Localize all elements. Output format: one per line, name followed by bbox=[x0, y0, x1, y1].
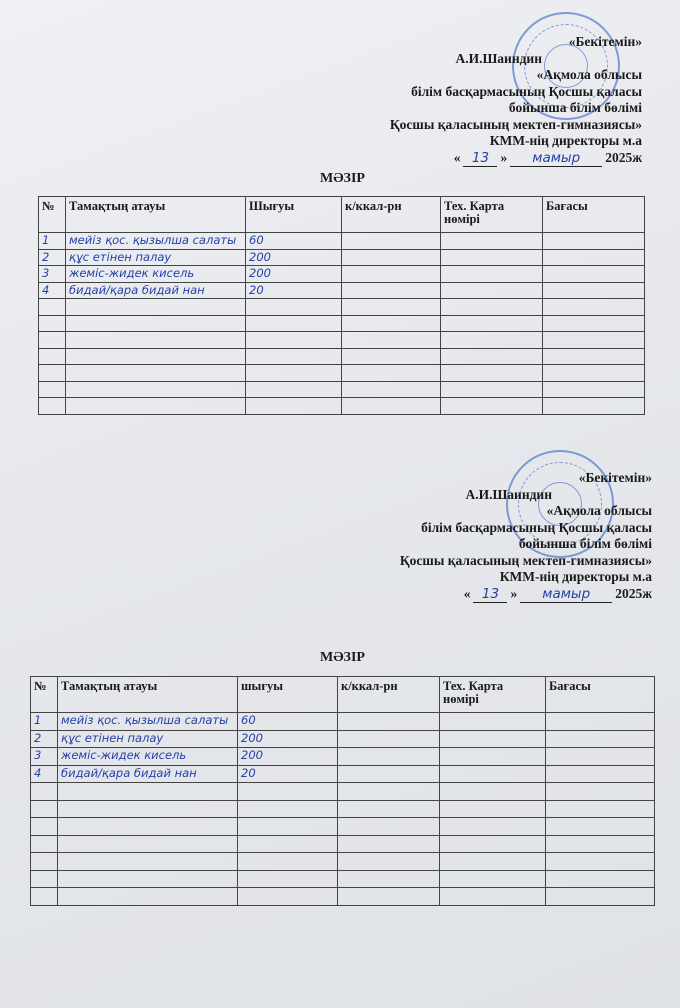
table-cell bbox=[441, 233, 543, 250]
table-cell bbox=[39, 381, 66, 398]
table-row bbox=[31, 783, 655, 801]
table-cell bbox=[546, 835, 655, 853]
table-row bbox=[39, 381, 645, 398]
menu-document-2 bbox=[0, 440, 680, 1008]
column-header: Тамақтың атауы bbox=[58, 677, 238, 713]
table-cell: 2 bbox=[39, 249, 66, 266]
table-cell: жеміс-жидек кисель bbox=[66, 266, 246, 283]
table-cell bbox=[66, 398, 246, 415]
column-header: № bbox=[31, 677, 58, 713]
table-cell bbox=[338, 748, 440, 766]
date-year: 2025ж bbox=[605, 149, 642, 165]
table-cell bbox=[342, 299, 441, 316]
table-cell bbox=[342, 282, 441, 299]
table-cell bbox=[440, 730, 546, 748]
approval-heading: «Бекітемін» bbox=[578, 470, 652, 485]
table-cell: 1 bbox=[31, 713, 58, 731]
org-line: «Ақмола облысы bbox=[536, 67, 642, 82]
table-cell bbox=[543, 398, 645, 415]
column-header: к/ккал-рн bbox=[342, 197, 441, 233]
table-cell bbox=[338, 713, 440, 731]
table-cell: 20 bbox=[246, 282, 342, 299]
table-row bbox=[31, 818, 655, 836]
table-cell bbox=[58, 870, 238, 888]
column-header: Бағасы bbox=[543, 197, 645, 233]
table-cell bbox=[543, 348, 645, 365]
table-cell bbox=[238, 835, 338, 853]
table-cell bbox=[246, 348, 342, 365]
table-cell: 3 bbox=[39, 266, 66, 283]
menu-title: МӘЗІР bbox=[320, 650, 365, 665]
approval-stamp bbox=[390, 34, 642, 167]
table-cell bbox=[238, 800, 338, 818]
table-cell bbox=[440, 748, 546, 766]
table-cell bbox=[342, 398, 441, 415]
table-cell bbox=[440, 783, 546, 801]
table-cell: 3 bbox=[31, 748, 58, 766]
approval-heading: «Бекітемін» bbox=[568, 34, 642, 49]
approval-stamp bbox=[400, 470, 652, 603]
menu-document-1 bbox=[0, 0, 680, 440]
date-day: 13 bbox=[463, 150, 497, 168]
table-cell: 200 bbox=[238, 730, 338, 748]
table-cell bbox=[246, 381, 342, 398]
table-cell: мейіз қос. қызылша салаты bbox=[66, 233, 246, 250]
table-cell bbox=[543, 249, 645, 266]
table-cell: құс етінен палау bbox=[58, 730, 238, 748]
table-row bbox=[39, 282, 645, 299]
table-row bbox=[31, 853, 655, 871]
table-cell bbox=[338, 783, 440, 801]
table-row bbox=[31, 888, 655, 906]
table-cell: 2 bbox=[31, 730, 58, 748]
table-cell bbox=[246, 365, 342, 382]
table-cell bbox=[246, 332, 342, 349]
table-cell bbox=[238, 853, 338, 871]
table-cell bbox=[58, 783, 238, 801]
table-cell bbox=[440, 818, 546, 836]
table-row bbox=[39, 266, 645, 283]
table-cell: 60 bbox=[246, 233, 342, 250]
table-row bbox=[31, 713, 655, 731]
table-cell bbox=[440, 870, 546, 888]
table-cell bbox=[31, 870, 58, 888]
table-cell bbox=[342, 315, 441, 332]
menu-table bbox=[30, 676, 655, 906]
table-cell bbox=[546, 800, 655, 818]
table-cell bbox=[66, 315, 246, 332]
menu-table bbox=[38, 196, 645, 415]
table-cell: 200 bbox=[238, 748, 338, 766]
table-cell bbox=[543, 266, 645, 283]
table-cell bbox=[31, 800, 58, 818]
table-cell bbox=[543, 233, 645, 250]
approval-date bbox=[390, 150, 642, 168]
table-cell bbox=[342, 332, 441, 349]
table-cell bbox=[246, 299, 342, 316]
table-cell bbox=[66, 381, 246, 398]
column-header: шығуы bbox=[238, 677, 338, 713]
table-cell bbox=[546, 713, 655, 731]
table-cell bbox=[39, 365, 66, 382]
table-cell: мейіз қос. қызылша салаты bbox=[58, 713, 238, 731]
table-cell bbox=[31, 853, 58, 871]
column-header: Тамақтың атауы bbox=[66, 197, 246, 233]
table-cell bbox=[39, 299, 66, 316]
column-header: к/ккал-рн bbox=[338, 677, 440, 713]
table-cell bbox=[66, 365, 246, 382]
table-cell bbox=[441, 381, 543, 398]
table-cell bbox=[66, 299, 246, 316]
date-open-quote: « bbox=[453, 149, 461, 165]
table-cell bbox=[338, 888, 440, 906]
table-row bbox=[39, 315, 645, 332]
table-cell bbox=[441, 398, 543, 415]
table-cell: жеміс-жидек кисель bbox=[58, 748, 238, 766]
table-cell bbox=[441, 299, 543, 316]
table-cell bbox=[338, 818, 440, 836]
table-cell bbox=[543, 332, 645, 349]
table-cell bbox=[342, 249, 441, 266]
table-row bbox=[31, 748, 655, 766]
table-cell bbox=[546, 870, 655, 888]
table-cell bbox=[39, 348, 66, 365]
table-row bbox=[31, 835, 655, 853]
table-cell bbox=[58, 835, 238, 853]
table-cell bbox=[546, 783, 655, 801]
table-cell bbox=[39, 398, 66, 415]
table-cell bbox=[543, 315, 645, 332]
table-row bbox=[39, 348, 645, 365]
org-line: КММ-нің директоры м.а bbox=[499, 569, 652, 584]
table-cell bbox=[39, 332, 66, 349]
table-cell bbox=[441, 332, 543, 349]
table-cell: бидай/қара бидай нан bbox=[66, 282, 246, 299]
table-cell bbox=[441, 249, 543, 266]
column-header: Тех. Карта нөмірі bbox=[441, 197, 543, 233]
table-cell: 60 bbox=[238, 713, 338, 731]
table-cell bbox=[546, 818, 655, 836]
table-cell bbox=[440, 835, 546, 853]
column-header: Бағасы bbox=[546, 677, 655, 713]
table-cell bbox=[31, 818, 58, 836]
table-cell bbox=[441, 315, 543, 332]
table-cell bbox=[238, 818, 338, 836]
table-cell bbox=[246, 398, 342, 415]
date-month: мамыр bbox=[520, 586, 612, 604]
table-cell bbox=[342, 348, 441, 365]
table-row bbox=[39, 233, 645, 250]
column-header: Тех. Карта нөмірі bbox=[440, 677, 546, 713]
table-cell bbox=[546, 888, 655, 906]
date-month: мамыр bbox=[510, 150, 602, 168]
org-line: «Ақмола облысы bbox=[546, 503, 652, 518]
table-cell bbox=[31, 783, 58, 801]
table-cell: 20 bbox=[238, 765, 338, 783]
table-cell bbox=[31, 888, 58, 906]
table-header-row bbox=[39, 197, 645, 233]
table-cell: 1 bbox=[39, 233, 66, 250]
org-line: Қосшы қаласының мектеп-гимназиясы» bbox=[389, 116, 642, 132]
director-name: А.И.Шаиндин bbox=[455, 50, 542, 66]
date-year: 2025ж bbox=[615, 585, 652, 601]
table-cell bbox=[440, 765, 546, 783]
table-cell bbox=[238, 870, 338, 888]
table-cell: бидай/қара бидай нан bbox=[58, 765, 238, 783]
table-cell bbox=[238, 783, 338, 801]
column-header: Шығуы bbox=[246, 197, 342, 233]
table-cell bbox=[543, 381, 645, 398]
table-cell bbox=[441, 365, 543, 382]
table-cell bbox=[441, 348, 543, 365]
table-cell: 4 bbox=[39, 282, 66, 299]
table-row bbox=[31, 870, 655, 888]
org-line: бойынша білім бөлімі bbox=[508, 100, 642, 115]
table-row bbox=[39, 249, 645, 266]
column-header: № bbox=[39, 197, 66, 233]
table-cell bbox=[543, 282, 645, 299]
date-close-quote: » bbox=[510, 585, 518, 601]
table-cell bbox=[440, 888, 546, 906]
table-cell bbox=[543, 365, 645, 382]
menu-title: МӘЗІР bbox=[320, 171, 365, 186]
table-cell bbox=[66, 332, 246, 349]
date-close-quote: » bbox=[500, 149, 508, 165]
table-cell bbox=[441, 282, 543, 299]
table-row bbox=[31, 765, 655, 783]
table-cell bbox=[238, 888, 338, 906]
table-cell bbox=[338, 853, 440, 871]
table-cell bbox=[338, 835, 440, 853]
director-name: А.И.Шаиндин bbox=[465, 486, 552, 502]
table-row bbox=[39, 332, 645, 349]
table-cell bbox=[342, 381, 441, 398]
table-cell bbox=[546, 748, 655, 766]
table-cell bbox=[342, 233, 441, 250]
table-cell bbox=[342, 365, 441, 382]
date-day: 13 bbox=[473, 586, 507, 604]
table-row bbox=[39, 365, 645, 382]
org-line: білім басқармасының Қосшы қаласы bbox=[421, 519, 652, 535]
org-line: Қосшы қаласының мектеп-гимназиясы» bbox=[399, 552, 652, 568]
table-cell bbox=[440, 800, 546, 818]
org-line: бойынша білім бөлімі bbox=[518, 536, 652, 551]
table-cell bbox=[543, 299, 645, 316]
table-cell: 200 bbox=[246, 249, 342, 266]
table-cell: 4 bbox=[31, 765, 58, 783]
table-cell: 200 bbox=[246, 266, 342, 283]
table-cell bbox=[58, 818, 238, 836]
table-cell bbox=[440, 853, 546, 871]
org-line: КММ-нің директоры м.а bbox=[489, 133, 642, 148]
table-cell bbox=[338, 765, 440, 783]
table-cell bbox=[338, 870, 440, 888]
table-row bbox=[39, 398, 645, 415]
org-line: білім басқармасының Қосшы қаласы bbox=[411, 83, 642, 99]
approval-date bbox=[400, 586, 652, 604]
table-cell bbox=[39, 315, 66, 332]
table-cell bbox=[441, 266, 543, 283]
date-open-quote: « bbox=[463, 585, 471, 601]
table-header-row bbox=[31, 677, 655, 713]
table-cell bbox=[342, 266, 441, 283]
table-row bbox=[31, 730, 655, 748]
table-cell bbox=[31, 835, 58, 853]
table-cell bbox=[246, 315, 342, 332]
table-row bbox=[31, 800, 655, 818]
table-cell bbox=[440, 713, 546, 731]
table-cell bbox=[546, 853, 655, 871]
table-cell bbox=[58, 800, 238, 818]
table-cell bbox=[58, 888, 238, 906]
table-cell bbox=[58, 853, 238, 871]
table-row bbox=[39, 299, 645, 316]
table-cell: құс етінен палау bbox=[66, 249, 246, 266]
table-cell bbox=[338, 800, 440, 818]
table-cell bbox=[338, 730, 440, 748]
table-cell bbox=[66, 348, 246, 365]
table-cell bbox=[546, 765, 655, 783]
table-cell bbox=[546, 730, 655, 748]
